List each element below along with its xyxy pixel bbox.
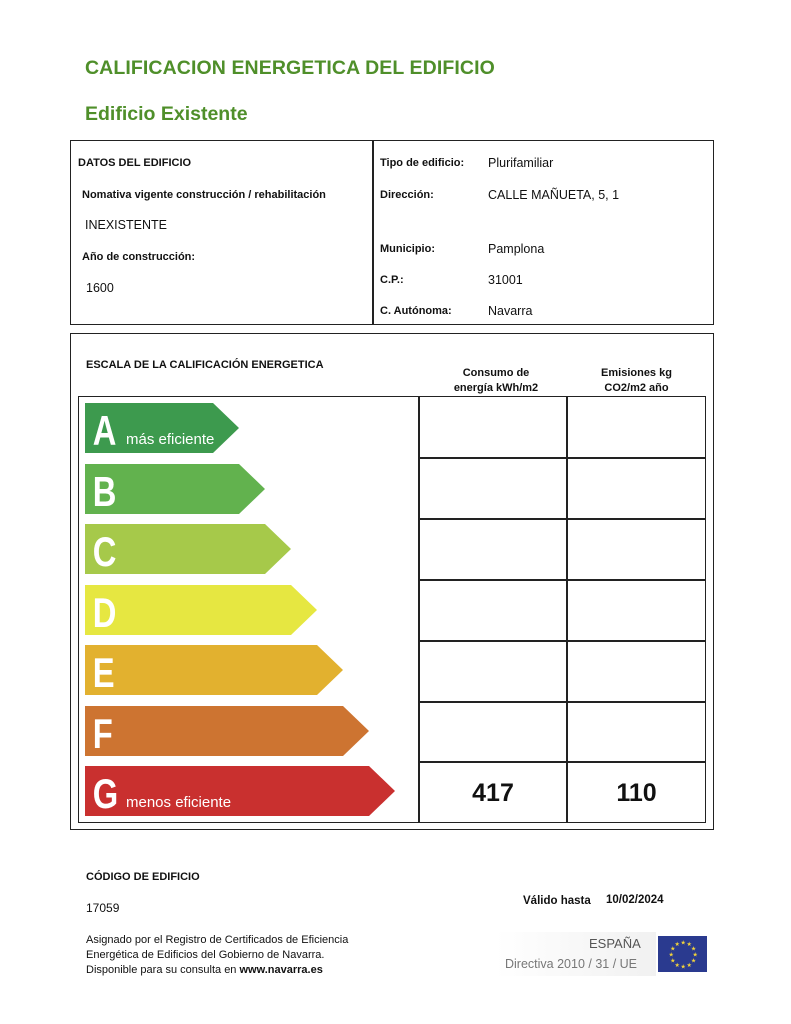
cp-value: 31001 <box>488 273 523 287</box>
building-data-divider <box>372 140 374 325</box>
valido-date: 10/02/2024 <box>606 894 664 906</box>
codigo-note-line1: Asignado por el Registro de Certificados de Eficiencia <box>86 934 349 946</box>
grid-divider-right <box>566 396 568 823</box>
grid-row-divider <box>418 518 706 520</box>
codigo-label: CÓDIGO DE EDIFICIO <box>86 871 200 883</box>
emisiones-header-line1: Emisiones kg <box>601 367 672 379</box>
cp-label: C.P.: <box>380 274 404 286</box>
normativa-label: Nomativa vigente construcción / rehabilitación <box>82 189 326 201</box>
logo-directive: Directiva 2010 / 31 / UE <box>505 957 638 971</box>
municipio-label: Municipio: <box>380 243 435 255</box>
class-arrow-shape <box>85 585 317 635</box>
tipo-value: Plurifamiliar <box>488 156 554 170</box>
codigo-note-line2: Energética de Edificios del Gobierno de Navarra. <box>86 949 325 961</box>
class-letter: E <box>92 649 115 695</box>
anio-value: 1600 <box>86 281 114 295</box>
eu-star: ★ <box>674 942 680 949</box>
page-title: CALIFICACION ENERGETICA DEL EDIFICIO <box>85 57 495 79</box>
class-letter: C <box>92 528 117 574</box>
class-arrow-shape <box>85 706 369 756</box>
class-arrow-g <box>85 766 395 816</box>
grid-row-divider <box>418 579 706 581</box>
codigo-note-prefix: Disponible para su consulta en <box>86 964 240 976</box>
class-letter: B <box>92 467 117 514</box>
eu-star: ★ <box>670 958 676 965</box>
class-arrow-b <box>85 464 265 514</box>
datos-section-label: DATOS DEL EDIFICIO <box>78 157 192 169</box>
eu-star: ★ <box>690 958 697 965</box>
normativa-value: INEXISTENTE <box>85 218 167 232</box>
emisiones-header-line2: CO2/m2 año <box>604 382 669 394</box>
eu-star: ★ <box>686 962 692 969</box>
codigo-value: 17059 <box>86 901 120 915</box>
class-arrow-f <box>85 706 369 756</box>
emisiones-value: 110 <box>616 778 657 807</box>
consumo-value: 417 <box>472 778 514 807</box>
valido-label: Válido hasta <box>523 895 591 907</box>
tipo-label: Tipo de edificio: <box>380 157 465 169</box>
consumo-header-line2: energía kWh/m2 <box>453 382 539 394</box>
class-caption: más eficiente <box>126 431 215 448</box>
direccion-label: Dirección: <box>380 189 434 201</box>
eu-star: ★ <box>668 952 674 959</box>
grid-row-divider <box>418 640 706 642</box>
grid-row-divider <box>418 457 706 459</box>
logo-country: ESPAÑA <box>589 936 641 951</box>
navarra-link[interactable]: www.navarra.es <box>239 964 323 976</box>
anio-label: Año de construcción: <box>82 251 196 263</box>
class-letter: A <box>92 407 117 453</box>
class-arrow-shape <box>85 645 343 695</box>
escala-section-label: ESCALA DE LA CALIFICACIÓN ENERGETICA <box>86 359 324 371</box>
direccion-value: CALLE MAÑUETA, 5, 1 <box>488 188 620 202</box>
eu-star: ★ <box>690 946 697 953</box>
autonoma-label: C. Autónoma: <box>380 305 452 317</box>
class-letter: D <box>92 588 117 635</box>
eu-star: ★ <box>686 942 692 949</box>
page-subtitle: Edificio Existente <box>85 103 248 125</box>
consumo-header <box>424 366 568 396</box>
eu-star: ★ <box>670 946 676 953</box>
class-letter: G <box>92 770 119 816</box>
class-arrow-e <box>85 645 343 695</box>
eu-star: ★ <box>680 964 686 971</box>
eu-star: ★ <box>680 940 686 947</box>
class-arrow-c <box>85 524 291 574</box>
municipio-value: Pamplona <box>488 242 545 256</box>
eu-star: ★ <box>692 952 698 959</box>
eu-star: ★ <box>674 962 680 969</box>
class-letter: F <box>92 709 113 756</box>
autonoma-value: Navarra <box>488 304 533 318</box>
class-arrow-d <box>85 585 317 635</box>
class-arrow-a <box>85 403 239 453</box>
eu-flag-icon <box>658 936 707 972</box>
grid-divider-left <box>418 396 420 823</box>
grid-row-divider <box>418 701 706 703</box>
emisiones-header <box>568 366 705 396</box>
class-caption: menos eficiente <box>126 794 232 811</box>
codigo-note-line3 <box>86 963 323 978</box>
consumo-header-line1: Consumo de <box>462 367 530 379</box>
